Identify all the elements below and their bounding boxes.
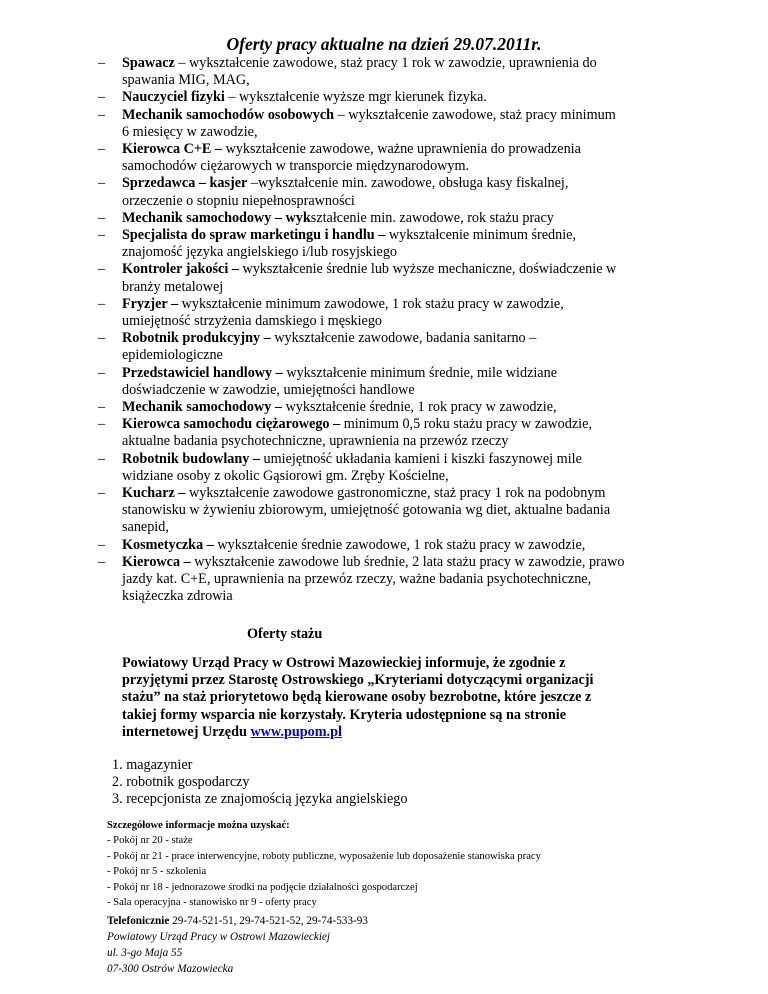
- job-description: umiejętność strzyżenia damskiego i męskiego: [122, 313, 383, 330]
- job-offer-item: [98, 296, 718, 330]
- phone-label: Telefonicznie: [107, 915, 170, 927]
- bullet-dash-icon: –: [98, 227, 106, 244]
- info-section: [107, 818, 727, 910]
- job-description: samochodów ciężarowych w transporcie międzynarodowym.: [122, 158, 470, 175]
- job-description: – wykształcenie wyższe mgr kierunek fizyka.: [224, 89, 487, 106]
- job-description: epidemiologiczne: [122, 347, 223, 364]
- list-item: 3. recepcjonista ze znajomością języka angielskiego: [112, 791, 408, 808]
- job-description: znajomość języka angielskiego i/lub rosyjskiego: [122, 244, 398, 261]
- bullet-dash-icon: –: [98, 209, 106, 226]
- job-title: Kucharz –: [122, 485, 186, 502]
- job-offers-list: [98, 55, 718, 606]
- notice-line-text: internetowej Urzędu: [122, 723, 251, 740]
- info-heading: Szczegółowe informacje można uzyskać:: [107, 820, 290, 831]
- job-description: – wykształcenie zawodowe, staż pracy minimum: [334, 106, 616, 123]
- job-title: Mechanik samochodowy – wyk: [122, 209, 311, 226]
- notice-line: stażu” na staż priorytetowo będą kierowane osoby bezrobotne, które jeszcze z: [122, 689, 592, 706]
- job-description: wykształcenie minimum zawodowe, 1 rok stażu pracy w zawodzie,: [178, 295, 564, 312]
- office-city: 07-300 Ostrów Mazowiecka: [107, 963, 234, 975]
- job-offer-item: [98, 55, 718, 89]
- job-description: stanowisku w żywieniu zbiorowym, umiejętność gotowania wg diet, aktualne badania: [122, 502, 611, 519]
- bullet-dash-icon: –: [98, 416, 106, 433]
- job-description: minimum 0,5 roku stażu pracy w zawodzie,: [340, 416, 592, 433]
- job-description: wykształcenie zawodowe gastronomiczne, staż pracy 1 rok na podobnym: [185, 485, 606, 502]
- job-offer-item: [98, 416, 718, 450]
- job-offer-item: [98, 451, 718, 485]
- job-description: 6 miesięcy w zawodzie,: [122, 123, 258, 140]
- job-title: Sprzedawca – kasjer: [122, 175, 248, 192]
- phone-numbers: 29-74-521-51, 29-74-521-52, 29-74-533-93: [169, 915, 368, 927]
- website-link[interactable]: www.pupom.pl: [250, 723, 342, 740]
- job-title: Kontroler jakości –: [122, 261, 239, 278]
- job-title: Robotnik budowlany –: [122, 450, 260, 467]
- bullet-dash-icon: –: [98, 175, 106, 192]
- bullet-dash-icon: –: [98, 330, 106, 347]
- internships-heading: Oferty stażu: [247, 626, 323, 642]
- job-offer-item: [98, 89, 718, 106]
- job-description: branży metalowej: [122, 278, 224, 295]
- bullet-dash-icon: –: [98, 55, 106, 71]
- job-title: Nauczyciel fizyki: [122, 89, 225, 106]
- notice-line: przyjętymi przez Starostę Ostrowskiego „Kryteriami dotyczącymi organizacji: [122, 672, 594, 689]
- job-description: wykształcenie zawodowe lub średnie, 2 lata stażu pracy w zawodzie, prawo: [190, 553, 625, 570]
- info-item: - Pokój nr 20 - staże: [107, 835, 193, 847]
- info-item: - Pokój nr 21 - prace interwencyjne, roboty publiczne, wyposażenie lub doposażenie stanowiska pracy: [107, 850, 541, 862]
- job-offer-item: [98, 107, 718, 141]
- job-description: aktualne badania psychotechniczne, uprawnienia na przewóz rzeczy: [122, 433, 509, 450]
- job-description: wykształcenie zawodowe, ważne uprawnienia do prowadzenia: [222, 141, 581, 158]
- contact-footer: [107, 913, 368, 977]
- job-offer-item: [98, 554, 718, 606]
- job-description: wykształcenie minimum średnie, mile widziane: [282, 364, 557, 381]
- job-description: –wykształcenie min. zawodowe, obsługa kasy fiskalnej,: [247, 175, 569, 192]
- phone-line: [107, 913, 368, 929]
- job-title: Przedstawiciel handlowy –: [122, 364, 283, 381]
- job-title: Kierowca samochodu ciężarowego –: [122, 416, 341, 433]
- job-title: Mechanik samochodowy –: [122, 399, 283, 416]
- office-street: ul. 3-go Maja 55: [107, 947, 183, 959]
- job-description: wykształcenie średnie lub wyższe mechaniczne, doświadczenie w: [238, 261, 617, 278]
- info-item: - Sala operacyjna - stanowisko nr 9 - oferty pracy: [107, 897, 317, 909]
- bullet-dash-icon: –: [98, 106, 106, 123]
- page-title: Oferty pracy aktualne na dzień 29.07.2011r.: [226, 34, 542, 54]
- notice-line: [122, 724, 722, 741]
- info-item: - Pokój nr 5 - szkolenia: [107, 866, 207, 878]
- job-offer-item: [98, 261, 718, 295]
- job-offer-item: [98, 210, 718, 227]
- job-description: ształcenie min. zawodowe, rok stażu pracy: [310, 209, 554, 226]
- job-offer-item: [98, 175, 718, 209]
- job-description: spawania MIG, MAG,: [122, 72, 250, 89]
- job-offer-item: [98, 365, 718, 399]
- job-title: Kierowca C+E –: [122, 141, 223, 158]
- bullet-dash-icon: –: [98, 261, 106, 278]
- internship-positions-list: [112, 757, 407, 809]
- job-offer-item: [98, 537, 718, 554]
- job-offer-item: [98, 141, 718, 175]
- bullet-dash-icon: –: [98, 536, 106, 553]
- job-title: Kierowca –: [122, 553, 191, 570]
- bullet-dash-icon: –: [98, 89, 106, 106]
- notice-line: Powiatowy Urząd Pracy w Ostrowi Mazowieckiej informuje, że zgodnie z: [122, 655, 566, 671]
- job-offer-item: [98, 330, 718, 364]
- info-item: - Pokój nr 18 - jednorazowe środki na podjęcie działalności gospodarczej: [107, 881, 418, 893]
- job-offer-item: [98, 399, 718, 416]
- job-description: wykształcenie minimum średnie,: [385, 227, 577, 244]
- notice-line: takiej formy wsparcia nie korzystały. Kryteria udostępnione są na stronie: [122, 706, 566, 723]
- job-description: widziane osoby z okolic Gąsiorowi gm. Zręby Kościelne,: [122, 467, 449, 484]
- job-description: orzeczenie o stopniu niepełnosprawności: [122, 192, 355, 209]
- office-name: Powiatowy Urząd Pracy w Ostrowi Mazowieckiej: [107, 931, 331, 943]
- bullet-dash-icon: –: [98, 364, 106, 381]
- list-item: 1. magazynier: [112, 757, 193, 773]
- bullet-dash-icon: –: [98, 450, 106, 467]
- job-description: doświadczenie w zawodzie, umiejętności handlowe: [122, 381, 415, 398]
- job-description: jazdy kat. C+E, uprawnienia na przewóz rzeczy, ważne badania psychotechniczne,: [122, 571, 592, 588]
- bullet-dash-icon: –: [98, 295, 106, 312]
- job-offer-item: [98, 485, 718, 537]
- job-offer-item: [98, 227, 718, 261]
- job-description: – wykształcenie zawodowe, staż pracy 1 rok w zawodzie, uprawnienia do: [174, 55, 597, 71]
- bullet-dash-icon: –: [98, 141, 106, 158]
- job-title: Kosmetyczka –: [122, 536, 214, 553]
- job-title: Fryzjer –: [122, 295, 179, 312]
- job-description: wykształcenie średnie zawodowe, 1 rok stażu pracy w zawodzie,: [213, 536, 586, 553]
- job-title: Spawacz: [122, 55, 175, 71]
- job-description: umiejętność układania kamieni i kiszki faszynowej mile: [260, 450, 582, 467]
- job-title: Robotnik produkcyjny –: [122, 330, 271, 347]
- job-description: wykształcenie średnie, 1 rok pracy w zawodzie,: [282, 399, 557, 416]
- job-description: sanepid,: [122, 519, 169, 536]
- job-description: wykształcenie zawodowe, badania sanitarno –: [270, 330, 537, 347]
- internship-notice: [122, 655, 722, 741]
- bullet-dash-icon: –: [98, 399, 106, 416]
- bullet-dash-icon: –: [98, 553, 106, 570]
- job-title: Mechanik samochodów osobowych: [122, 106, 335, 123]
- bullet-dash-icon: –: [98, 485, 106, 502]
- list-item: 2. robotnik gospodarczy: [112, 774, 250, 791]
- job-title: Specjalista do spraw marketingu i handlu –: [122, 227, 386, 244]
- job-description: książeczka zdrowia: [122, 588, 233, 605]
